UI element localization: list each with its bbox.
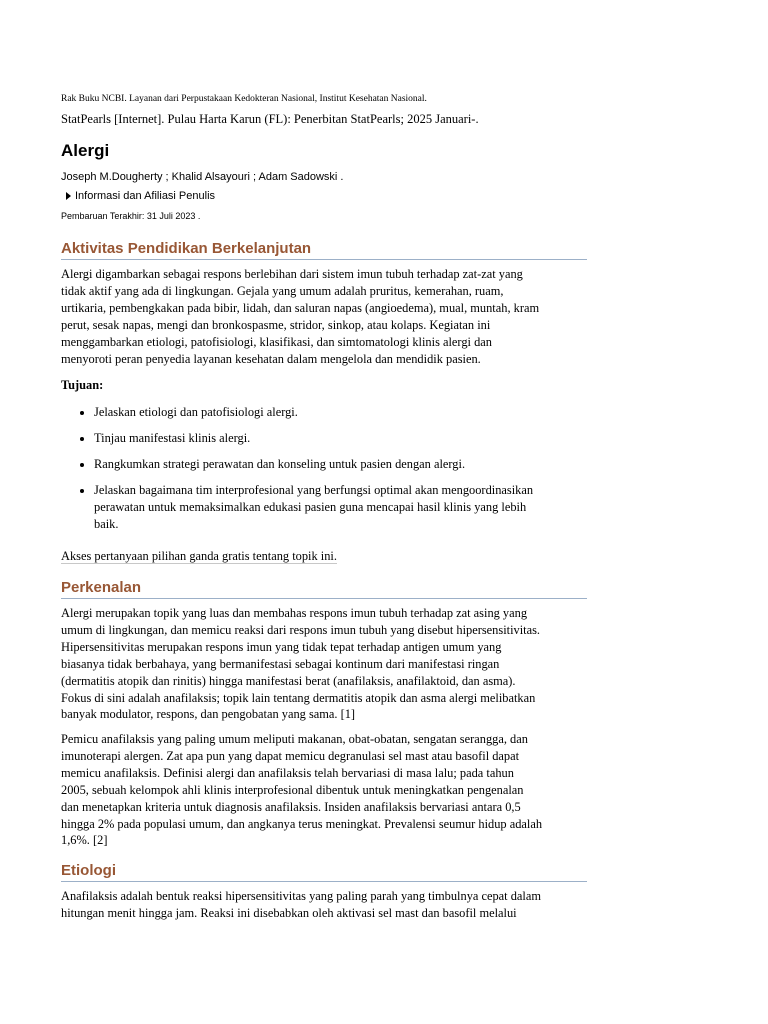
intro-text-1-line: Fokus di sini adalah anafilaksis; topik lain tentang dermatitis atopik dan asma alergi melibatkan: [61, 690, 536, 705]
intro-text-2-line: imunoterapi alergen. Zat apa pun yang dapat memicu degranulasi sel mast atau basofil dapat: [61, 748, 520, 763]
objective-item: [94, 456, 587, 473]
author-info-toggle[interactable]: [66, 190, 215, 202]
etiology-paragraph-1: [61, 888, 587, 922]
etiology-text-1-line: Anafilaksis adalah bentuk reaksi hipersensitivitas yang paling parah yang timbulnya cepat dalam: [61, 889, 541, 903]
cme-text-line: menggambarkan etiologi, patofisiologi, klasifikasi, dan simtomatologi klinis alergi dan: [61, 334, 492, 349]
objectives-list: [61, 404, 587, 532]
etiology-text-1: [61, 888, 587, 922]
triangle-right-icon: [66, 192, 71, 200]
intro-text-2-line: hingga 2% pada populasi umum, dan angkanya terus meningkat. Prevalensi seumur hidup adalah: [61, 816, 543, 831]
objective-text: Rangkumkan strategi perawatan dan konseling untuk pasien dengan alergi.: [94, 456, 466, 471]
section-heading-cme: Aktivitas Pendidikan Berkelanjutan: [61, 240, 587, 260]
intro-text-2-line: 2005, sebuah kelompok ahli klinis interprofesional dibentuk untuk meningkatkan pengenalan: [61, 782, 524, 797]
objective-text: baik.: [94, 516, 119, 531]
section-heading-etiology: Etiologi: [61, 862, 587, 882]
intro-text-1-line: Hipersensitivitas merupakan respons imun yang tidak tepat terhadap antigen umum yang: [61, 639, 502, 654]
authors-line: Joseph M.Dougherty ; Khalid Alsayouri ; Adam Sadowski .: [61, 171, 344, 183]
intro-text-2-line: Pemicu anafilaksis yang paling umum meliputi makanan, obat-obatan, sengatan serangga, dan: [61, 732, 528, 746]
objective-item: [94, 482, 587, 533]
intro-text-2-line: memicu anafilaksis. Definisi alergi dan anafilaksis telah bervariasi di masa lalu; pada tahun: [61, 765, 514, 780]
cme-text-line: urtikaria, pembengkakan pada bibir, lidah, dan saluran napas (angioedema), mual, muntah, kram: [61, 300, 540, 315]
intro-text-2-line: 1,6%. [2]: [61, 833, 108, 848]
objective-item: [94, 404, 587, 421]
objectives-list-wrap: [61, 404, 587, 541]
author-info-label: Informasi dan Afiliasi Penulis: [75, 190, 216, 202]
intro-text-1-line: umum di lingkungan, dan memicu reaksi dari respons imun tubuh yang disebut hipersensitivitas.: [61, 622, 541, 637]
intro-paragraph-1: [61, 605, 587, 723]
cme-text: [61, 266, 587, 367]
objective-item: [94, 430, 587, 447]
mcq-link-wrap: [61, 547, 587, 565]
objective-text: Tinjau manifestasi klinis alergi.: [94, 430, 251, 445]
breadcrumb: Rak Buku NCBI. Layanan dari Perpustakaan Kedokteran Nasional, Institut Kesehatan Nasional.: [61, 94, 427, 104]
objective-text: Jelaskan etiologi dan patofisiologi alergi.: [94, 405, 298, 419]
intro-text-2-line: dan menetapkan kriteria untuk diagnosis anafilaksis. Insiden anafilaksis bervariasi antara 0,5: [61, 799, 521, 814]
intro-paragraph-2: [61, 731, 587, 849]
intro-text-1-line: banyak modulator, respons, dan pengobatan yang sama. [1]: [61, 707, 356, 722]
objectives-label: Tujuan:: [61, 378, 104, 392]
page-title: Alergi: [61, 141, 110, 160]
mcq-link[interactable]: Akses pertanyaan pilihan ganda gratis tentang topik ini.: [61, 549, 337, 563]
section-intro: [61, 579, 587, 599]
cme-text-line: Alergi digambarkan sebagai respons berlebihan dari sistem imun tubuh terhadap zat-zat yang: [61, 267, 523, 281]
intro-text-1-line: (dermatitis atopik dan rinitis) hingga manifestasi berat (anafilaksis, anafilaktoid, dan asma).: [61, 673, 516, 688]
objective-text: perawatan untuk memaksimalkan edukasi pasien guna mencapai hasil klinis yang lebih: [94, 499, 527, 514]
intro-text-1-line: biasanya tidak berbahaya, yang bermanifestasi sebagai kontinum dari manifestasi ringan: [61, 656, 500, 671]
etiology-text-1-line: hitungan menit hingga jam. Reaksi ini disebabkan oleh aktivasi sel mast dan basofil melalui: [61, 905, 517, 920]
cme-paragraph: [61, 266, 587, 367]
last-update: Pembaruan Terakhir: 31 Juli 2023 .: [61, 211, 201, 221]
section-etiology: [61, 862, 587, 882]
cme-text-line: menyoroti peran penyedia layanan kesehatan dalam mengelola dan mendidik pasien.: [61, 351, 481, 366]
intro-text-2: [61, 731, 587, 849]
cme-text-line: perut, sesak napas, mengi dan bronkospasme, stridor, sinkop, atau kolaps. Kegiatan ini: [61, 317, 491, 332]
book-citation: StatPearls [Internet]. Pulau Harta Karun (FL): Penerbitan StatPearls; 2025 Januari-.: [61, 112, 479, 126]
intro-text-1-line: Alergi merupakan topik yang luas dan membahas respons imun tubuh terhadap zat asing yang: [61, 606, 528, 620]
objective-text: Jelaskan bagaimana tim interprofesional yang berfungsi optimal akan mengoordinasikan: [94, 482, 534, 497]
section-cme: [61, 240, 587, 260]
intro-text-1: [61, 605, 587, 723]
cme-text-line: tidak aktif yang ada di lingkungan. Gejala yang umum adalah pruritus, kemerahan, ruam,: [61, 283, 504, 298]
section-heading-intro: Perkenalan: [61, 579, 587, 599]
